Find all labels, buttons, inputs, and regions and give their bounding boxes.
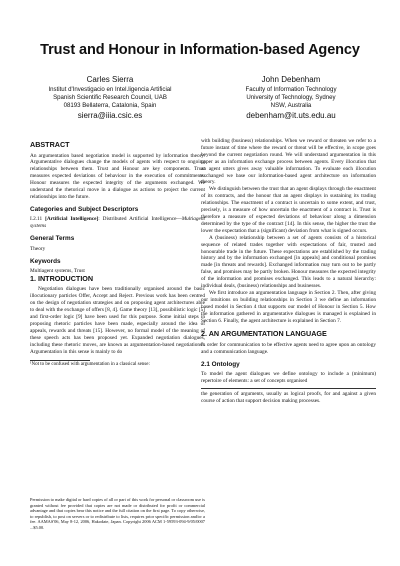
keywords-text: Multiagent systems, Trust bbox=[30, 268, 85, 275]
author-block-2 bbox=[201, 75, 381, 121]
right-column bbox=[201, 138, 376, 405]
general-terms-heading: General Terms bbox=[30, 235, 75, 243]
section-2-text: In order for communication to be effective agents need to agree upon an ontology and a communication language. bbox=[201, 341, 376, 355]
paper-title: Trust and Honour in Information-based Agency bbox=[40, 42, 360, 58]
author-affiliation: University of Technology, Sydney bbox=[246, 93, 336, 101]
categories-text bbox=[30, 216, 205, 230]
author-name: Carles Sierra bbox=[86, 75, 134, 84]
author-email: sierra@iiia.csic.es bbox=[77, 110, 143, 120]
general-terms-text: Theory bbox=[30, 245, 46, 252]
category-text-em: Multiagent systems bbox=[30, 216, 205, 230]
body-paragraph: with building (business) relationships. When we reward or threaten we refer to a future instant of time where the reward or threat will be effective, in scope goes beyond the current negotiation round. We will understand argumentation in this paper as an information exchange process between agents. Every illocution that an agent utters gives away valuable information. To evaluate each illocution exchanged we base our information-based agent architecture on information theory. bbox=[201, 138, 376, 186]
section-2-heading: 2. AN ARGUMENTATION LANGUAGE bbox=[201, 329, 327, 339]
author-affiliation: Spanish Scientific Research Council, UAB bbox=[53, 93, 167, 101]
author-affiliation: 08193 Bellaterra, Catalonia, Spain bbox=[63, 101, 157, 109]
author-email: debenham@it.uts.edu.au bbox=[246, 110, 336, 120]
category-text: : Distributed Artificial Intelligence— bbox=[98, 216, 182, 223]
footnote: ¹Not to be confused with argumentation in a classical sense: bbox=[30, 361, 150, 367]
intro-paragraph: Negotiation dialogues have been traditionally organised around the basic illocutionary particles Offer, Accept and Reject. Previous work has been centred on the design of negotiation strategies and on proposing agent architectures able to deal with the exchange of offers [8, 4]. Game theory [13], possibilistic logic [5] and first-order logic [9] have been used for this purpose. Some initial steps in proposing rhetoric particles have been made, especially around the idea of appeals, rewards and threats [15]. However, no formal model of the meaning of these speech acts has been proposed yet. Expanded negotiation dialogues, including these rhetoric moves, are known as argumentation-based negotiations¹. Argumentation in this sense is mainly to do bbox=[30, 286, 205, 355]
keywords-heading: Keywords bbox=[30, 257, 61, 265]
intro-heading: 1. INTRODUCTION bbox=[30, 273, 94, 283]
footnote-continuation: the generation of arguments, usually as logical proofs, for and against a given course of action that support decision making processes. bbox=[201, 391, 376, 404]
body-paragraph: A (business) relationship between a set of agents consists of a historical sequence of related trades together with expectations of fair, trusted and honourable trade in the future. These expectations are established by the trading history and by the information exchanged [in appeals] and conditional promises made [in threats and rewards]. Exchanged information may turn out to be partly false, and promises may be partly broken. Honour measures the expected integrity of the information and promises exchanged. This leads to a natural hierarchy: individual deals, (business) relationships and businesses. bbox=[201, 234, 376, 290]
author-affiliation: Institut d'Investigacio en Intel.ligencia Artificial bbox=[48, 85, 172, 93]
categories-heading: Categories and Subject Descriptors bbox=[30, 205, 139, 213]
permission-notice: Permission to make digital or hard copies of all or part of this work for personal or classroom use is granted without fee provided that copies are not made or distributed for profit or commercial advantage and that copies bear this notice and the full citation on the first page. To copy otherwise, to republish, to post on servers or to redistribute to lists, requires prior specific permission and/or a fee. AAMAS'06, May 8-12, 2006, Hakodate, Japan. Copyright 2006 ACM 1-59593-094-9/05/0007 ...$5.00. bbox=[30, 497, 205, 530]
author-name: John Debenham bbox=[261, 75, 321, 84]
author-block-1 bbox=[20, 75, 200, 121]
category-ref-bold: [Artificial Intelligence] bbox=[45, 216, 99, 223]
abstract-text: An argumentation based negotiation model is supported by information theory. Argumentative dialogues change the models of agents with respect to ongoing relationships between them. Trust and Honour are key components. Trust measures expected deviations of behaviour in the execution of commitments. Honour measures the expected integrity of the arguments exchanged. We understand the rhetorical move in a dialogue as actions to project the current relationships into the future. bbox=[30, 152, 205, 200]
body-paragraph: We first introduce an argumentation language in Section 2. Then, after giving our intuitions on building relationships in Section 3 we define an information based model in Section 4 that supports our model of Honour in Section 5. How the information gathered in argumentative dialogues is managed is explained in Section 6. Finally, the agent architecture is explained in Section 7. bbox=[201, 289, 376, 324]
section-2-1-text: To model the agent dialogues we define ontology to include a (minimum) repertoire of elements: a set of concepts organised bbox=[201, 371, 376, 385]
abstract-heading: ABSTRACT bbox=[30, 140, 70, 149]
footnote-divider bbox=[30, 360, 90, 361]
footnote-divider bbox=[201, 388, 376, 389]
author-affiliation: NSW, Australia bbox=[270, 101, 312, 109]
section-2-1-heading: 2.1 Ontology bbox=[201, 360, 240, 368]
left-column bbox=[30, 141, 205, 368]
body-paragraph: We distinguish between the trust that an agent displays through the enactment of its contracts, and the honour that an agent displays in sustaining its trading relationships. The enactment of a contract is uncertain to some extent, and trust, precisely, is a measure of how uncertain the enactment of a contract is. Trust is therefore a measure of expected deviations of behaviour along a dimension determined by the type of the contract [14]. In this sense, the higher the trust the lower the expectation that a (significant) deviation from what is signed occurs. bbox=[201, 186, 376, 234]
category-ref: I.2.11 bbox=[30, 216, 43, 223]
author-affiliation: Faculty of Information Technology bbox=[245, 85, 337, 93]
